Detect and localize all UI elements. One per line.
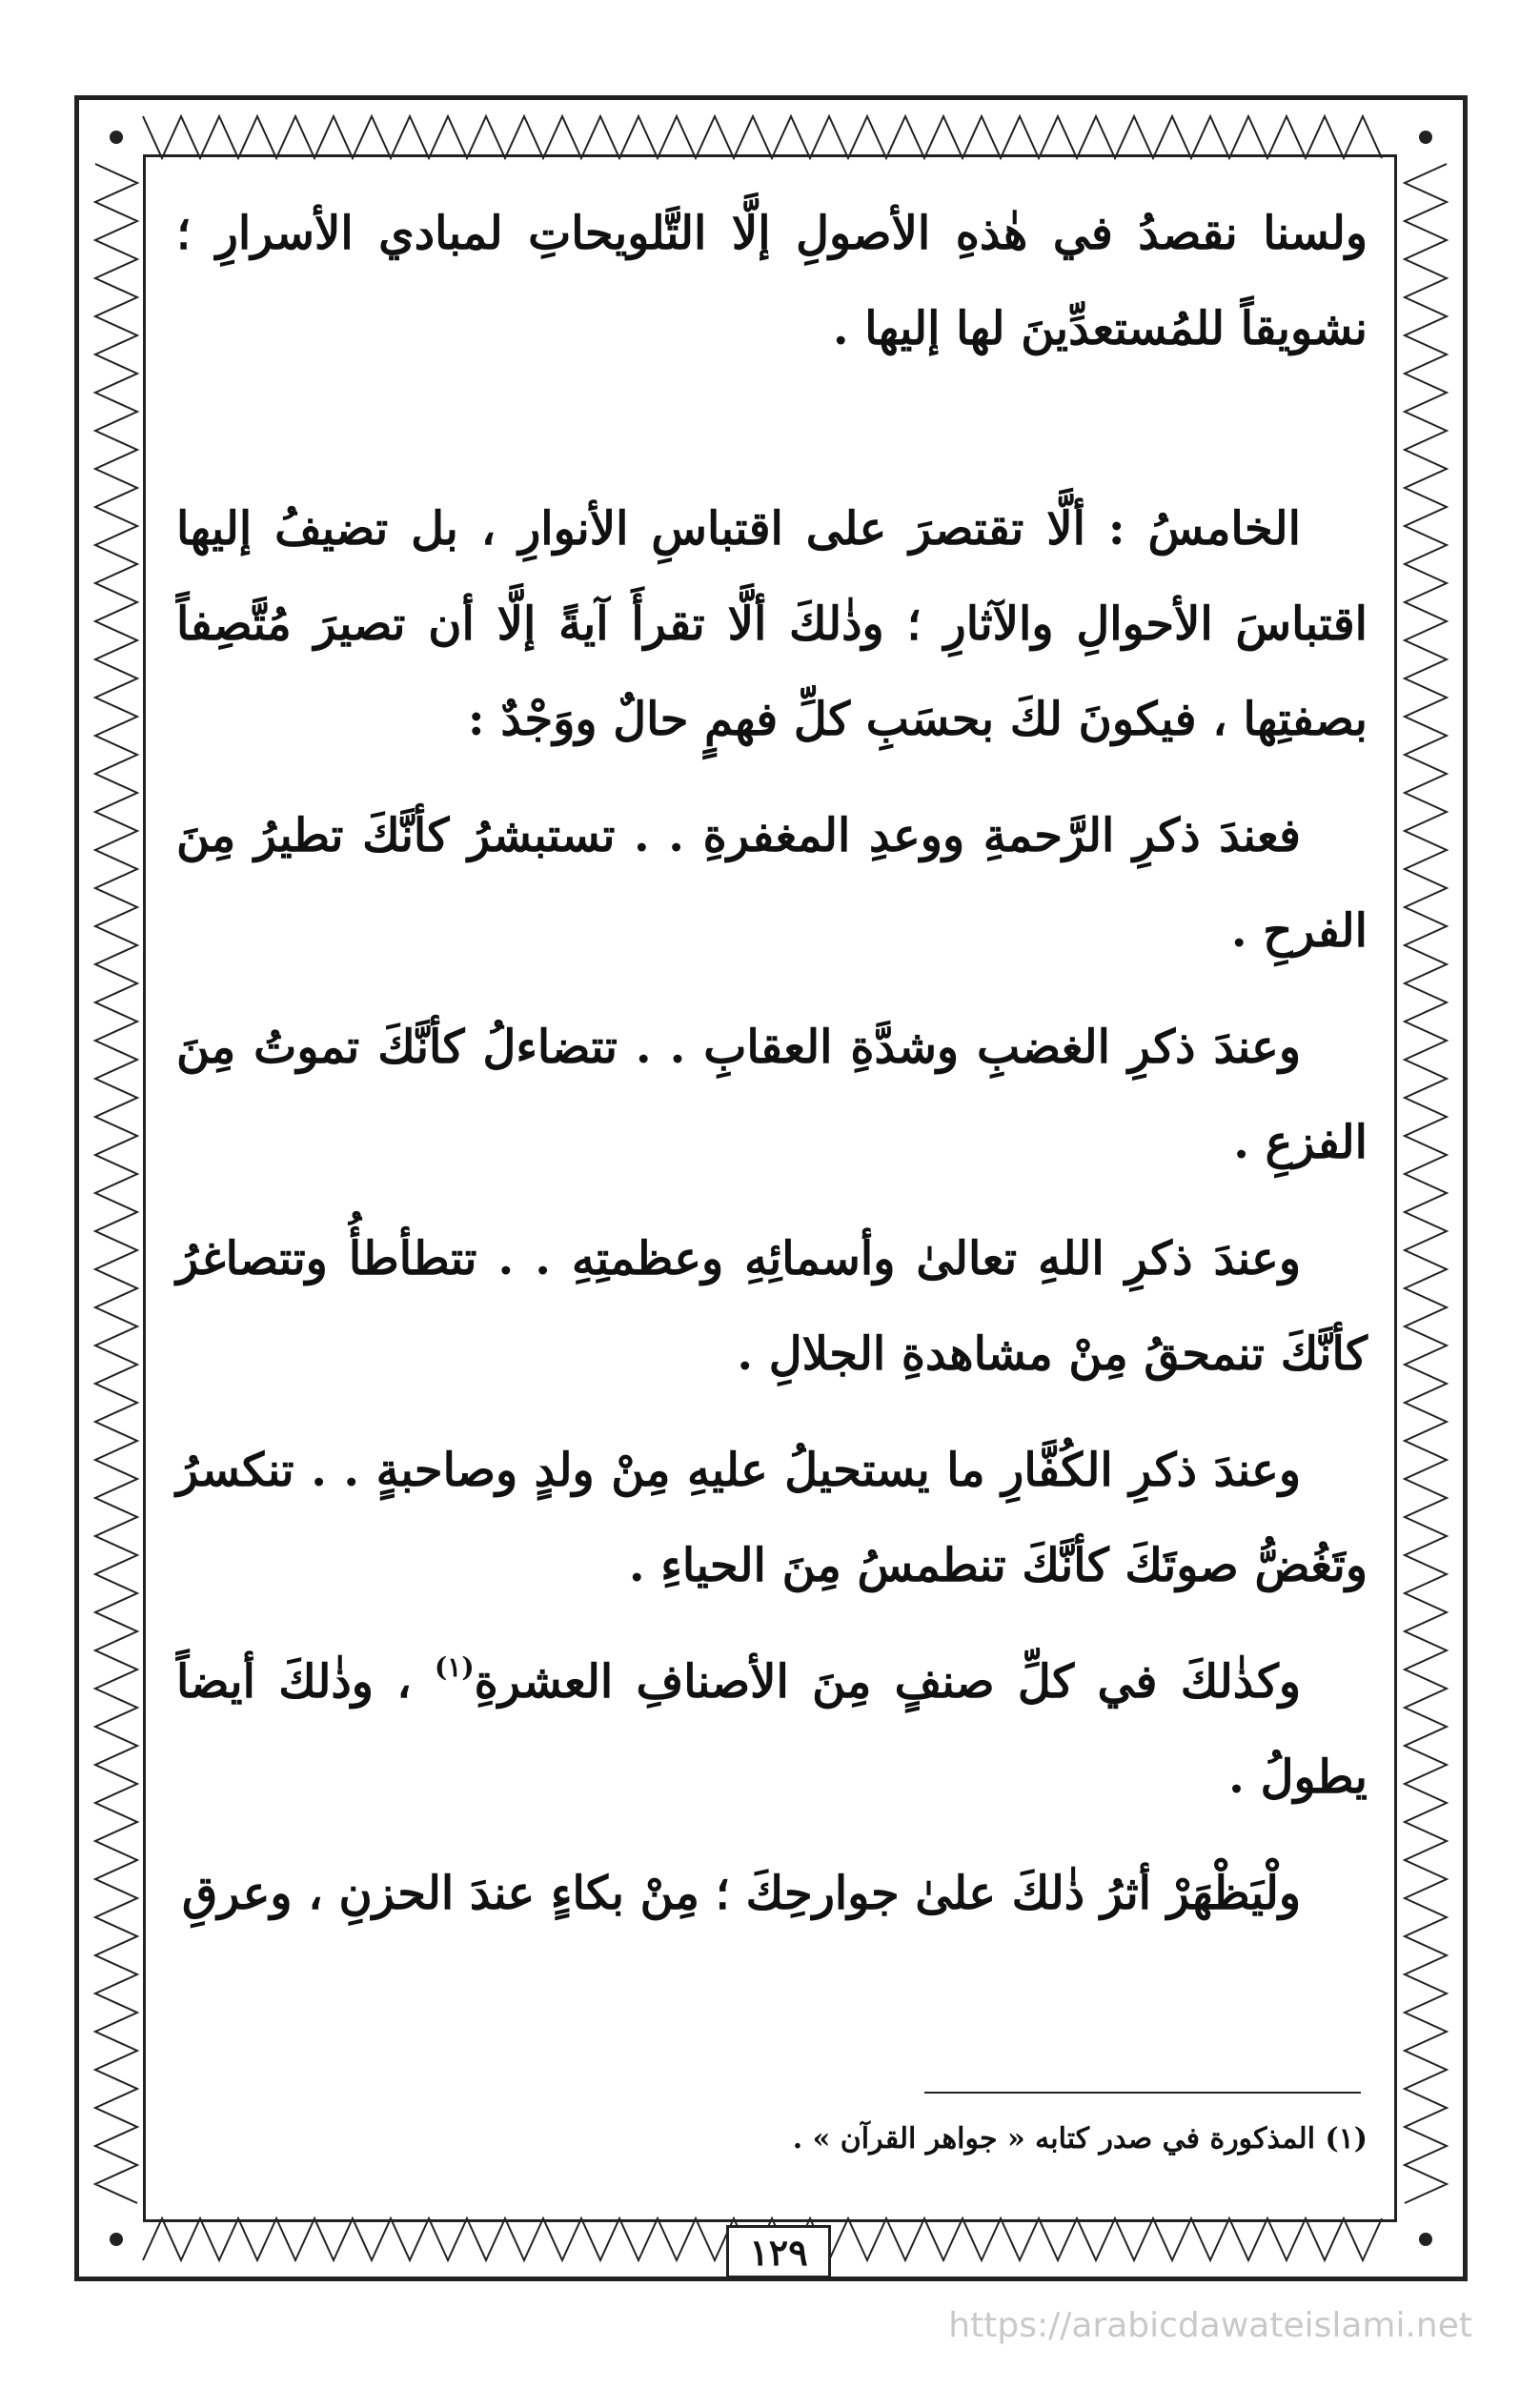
footnote-marker[interactable]: (١) — [435, 1651, 475, 1683]
paragraph-1: ولسنا نقصدُ في هٰذهِ الأصولِ إلَّا التَّلويحاتِ لمبادي الأسرارِ ؛ نشويقاً للمُستعدِّينَ لها إليها . — [176, 207, 1368, 355]
paragraph-7-after: ، وذٰلكَ أيضاً يطولُ . — [176, 1655, 1368, 1804]
section-gap — [176, 376, 1368, 481]
paragraph-5: وعندَ ذكرِ اللهِ تعالىٰ وأسمائِهِ وعظمتِهِ . . تتطأطأُ وتتصاغرُ كأنَّكَ تنمحقُ مِنْ مشاهدةِ الجلالِ . — [176, 1232, 1368, 1381]
paragraph-8: ولْيَظْهَرْ أثرُ ذٰلكَ علىٰ جوارحِكَ ؛ مِنْ بكاءٍ عندَ الحزنِ ، وعرقِ — [182, 1867, 1301, 1920]
page-body — [176, 186, 1368, 1941]
paragraph-7 — [176, 1634, 1368, 1825]
page-number: ١٢٩ — [726, 2225, 831, 2278]
footnote-divider — [924, 2092, 1361, 2094]
watermark: https://arabicdawateislami.net — [948, 2306, 1472, 2345]
paragraph-4: وعندَ ذكرِ الغضبِ وشدَّةِ العقابِ . . تتضاءلُ كأنَّكَ تموتُ مِنَ الفزعِ . — [176, 1021, 1368, 1169]
paragraph-2: الخامسُ : ألَّا تقتصرَ على اقتباسِ الأنوارِ ، بل تضيفُ إليها اقتباسَ الأحوالِ والآثارِ ؛ وذٰلكَ ألَّا تقرأَ آيةً إلَّا أن تصيرَ مُتَّصِفاً بصفتِها ، فيكونَ لكَ بحسَبِ كلِّ فهمٍ حالٌ ووَجْدٌ : — [176, 502, 1368, 746]
paragraph-6: وعندَ ذكرِ الكُفَّارِ ما يستحيلُ عليهِ مِنْ ولدٍ وصاحبةٍ . . تنكسرُ وتَغُضُّ صوتَكَ كأنَّكَ تنطمسُ مِنَ الحياءِ . — [176, 1444, 1368, 1592]
paragraph-3: فعندَ ذكرِ الرَّحمةِ ووعدِ المغفرةِ . . تستبشرُ كأنَّكَ تطيرُ مِنَ الفرحِ . — [176, 809, 1368, 958]
footnote: (١) المذكورة في صدر كتابه « جواهر القرآن » . — [792, 2122, 1368, 2155]
paragraph-7-before: وكذٰلكَ في كلِّ صنفٍ مِنَ الأصنافِ العشرةِ — [474, 1655, 1302, 1709]
